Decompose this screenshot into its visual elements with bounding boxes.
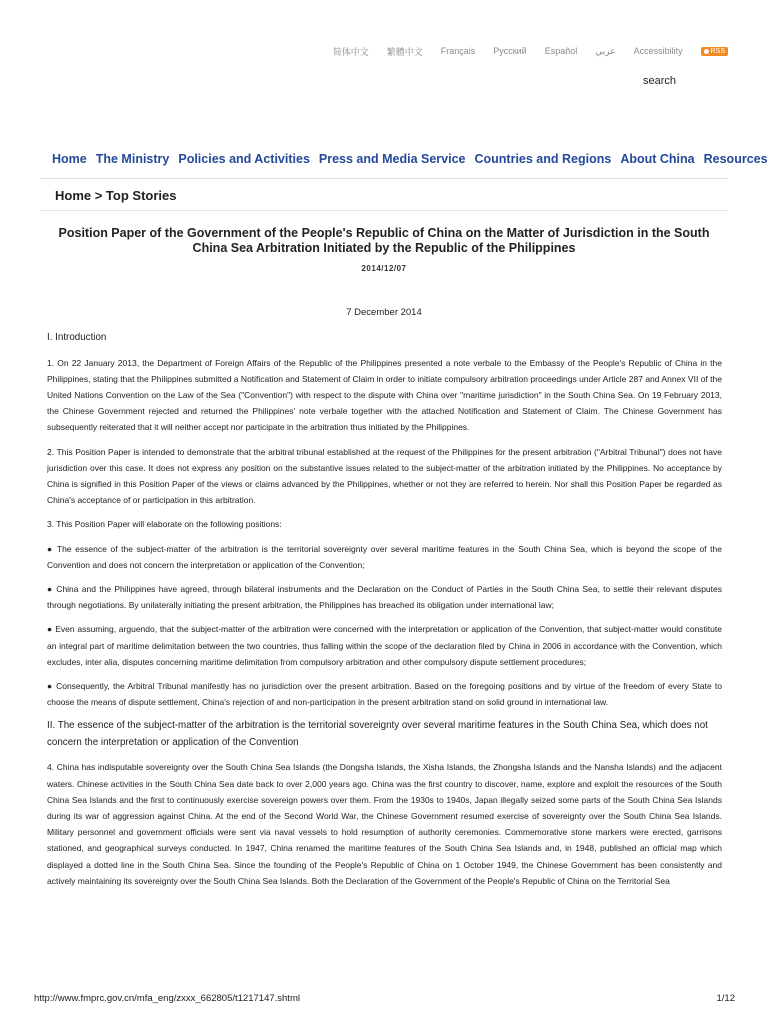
- rss-icon: [704, 49, 709, 54]
- print-page-number: 1/12: [716, 993, 735, 1004]
- article-date: 2014/12/07: [361, 264, 407, 273]
- language-bar: [333, 44, 728, 58]
- accessibility-link[interactable]: Accessibility: [633, 46, 683, 56]
- lang-link-traditional-chinese[interactable]: 繁體中文: [386, 46, 423, 57]
- print-url: http://www.fmprc.gov.cn/mfa_eng/zxxx_662805/t1217147.shtml: [34, 993, 300, 1004]
- lang-link-french[interactable]: Français: [440, 46, 476, 56]
- nav-about-china[interactable]: About China: [620, 152, 695, 166]
- lang-link-russian[interactable]: Русский: [493, 46, 527, 56]
- breadcrumb[interactable]: Home > Top Stories: [55, 188, 177, 203]
- article-title: Position Paper of the Government of the People's Republic of China on the Matter of Jurisdiction in the South China Sea Arbitration Initiated by the Republic of the Philippines: [58, 226, 710, 255]
- nav-countries-and-regions[interactable]: Countries and Regions: [474, 152, 612, 166]
- breadcrumb-divider: [40, 210, 728, 211]
- nav-resources[interactable]: Resources: [703, 152, 768, 166]
- paragraph: 3. This Position Paper will elaborate on the following positions:: [47, 519, 282, 530]
- nav-policies-and-activities[interactable]: Policies and Activities: [178, 152, 310, 166]
- nav-home[interactable]: Home: [52, 152, 87, 166]
- lang-link-simplified-chinese[interactable]: 简体中文: [332, 46, 369, 57]
- nav-divider: [40, 178, 728, 179]
- section-heading: I. Introduction: [47, 332, 107, 343]
- lang-link-spanish[interactable]: Español: [544, 46, 578, 56]
- rss-label: RSS: [710, 47, 725, 55]
- paragraph: ● The essence of the subject-matter of the arbitration is the territorial sovereignty over several maritime features in the South China Sea, which is beyond the scope of the Convention and does not concern the interpretation or application of the Convention;: [47, 543, 722, 570]
- main-nav: [52, 152, 768, 166]
- paragraph: ● Even assuming, arguendo, that the subject-matter of the arbitration were concerned with the interpretation or application of the Convention, that subject-matter would constitute an integral part of maritime delimitation between the two countries, thus falling within the scope of the declaration filed by China in 2006 in accordance with the Convention, which excludes, inter alia, disputes concerning maritime delimitation from compulsory arbitration and other compulsory dispute settlement procedures;: [47, 624, 722, 667]
- nav-press-and-media-service[interactable]: Press and Media Service: [318, 152, 466, 166]
- section-heading: II. The essence of the subject-matter of the arbitration is the territorial sovereignty over several maritime features in the South China Sea, which does not concern the interpretation or application of the Convention: [47, 720, 708, 748]
- paragraph: 1. On 22 January 2013, the Department of Foreign Affairs of the Republic of the Philippines presented a note verbale to the Embassy of the People's Republic of China in the Philippines, stating that the Philippines submitted a Notification and Statement of Claim in order to initiate compulsory arbitration proceedings under Article 287 and Annex VII of the United Nations Convention on the Law of the Sea ("Convention") with respect to the dispute with China over "maritime jurisdiction" in the South China Sea. On 19 February 2013, the Chinese Government rejected and returned the Philippines' note verbale together with the attached Notification and Statement of Claim. The Chinese Government has subsequently reiterated that it will neither accept nor participate in the arbitration thus initiated by the Philippines.: [47, 357, 722, 433]
- search-link[interactable]: search: [643, 75, 677, 87]
- document-date: 7 December 2014: [346, 307, 422, 318]
- article-body: [47, 330, 722, 982]
- nav-the-ministry[interactable]: The Ministry: [95, 152, 170, 166]
- paragraph: ● China and the Philippines have agreed, through bilateral instruments and the Declaration on the Conduct of Parties in the South China Sea, to settle their relevant disputes through negotiations. By unilaterally initiating the present arbitration, the Philippines has breached its obligation under international law;: [47, 583, 722, 611]
- paragraph: 2. This Position Paper is intended to demonstrate that the arbitral tribunal established at the request of the Philippines for the present arbitration ("Arbitral Tribunal") does not have jurisdiction over this case. It does not express any position on the substantive issues related to the subject-matter of the arbitration initiated by the Philippines. No acceptance by China is signified in this Position Paper of the views or claims advanced by the Philippines, whether or not they are referred to herein. Nor shall this Position Paper be regarded as China's acceptance of or participation in this arbitration.: [47, 446, 722, 506]
- paragraph: 4. China has indisputable sovereignty over the South China Sea Islands (the Dongsha Islands, the Xisha Islands, the Zhongsha Islands and the Nansha Islands) and the adjacent waters. Chinese activities in the South China Sea date back to over 2,000 years ago. China was the first country to discover, name, explore and exploit the resources of the South China Sea Islands and the first to continuously exercise sovereign powers over them. From the 1930s to 1940s, Japan illegally seized some parts of the South China Sea Islands during its war of aggression against China. At the end of the Second World War, the Chinese Government resumed exercise of sovereignty over the South China Sea Islands. Military personnel and government officials were sent via naval vessels to hold resumption of authority ceremonies. Commemorative stone markers were erected, garrisons stationed, and geographical surveys conducted. In 1947, China renamed the maritime features of the South China Sea Islands and, in 1948, published an official map which displayed a dotted line in the South China Sea. Since the founding of the People's Republic of China on 1 October 1949, the Chinese Government has been consistently and actively maintaining its sovereignty over the South China Sea Islands. Both the Declaration of the Government of the People's Republic of China on the Territorial Sea: [47, 762, 722, 886]
- paragraph: ● Consequently, the Arbitral Tribunal manifestly has no jurisdiction over the present arbitration. Based on the foregoing positions and by virtue of the freedom of every State to choose the means of dispute settlement, China's rejection of and non-participation in the present arbitration stand on solid ground in international law.: [47, 680, 722, 708]
- rss-button[interactable]: [701, 47, 728, 56]
- lang-link-arabic[interactable]: عربي: [595, 45, 616, 56]
